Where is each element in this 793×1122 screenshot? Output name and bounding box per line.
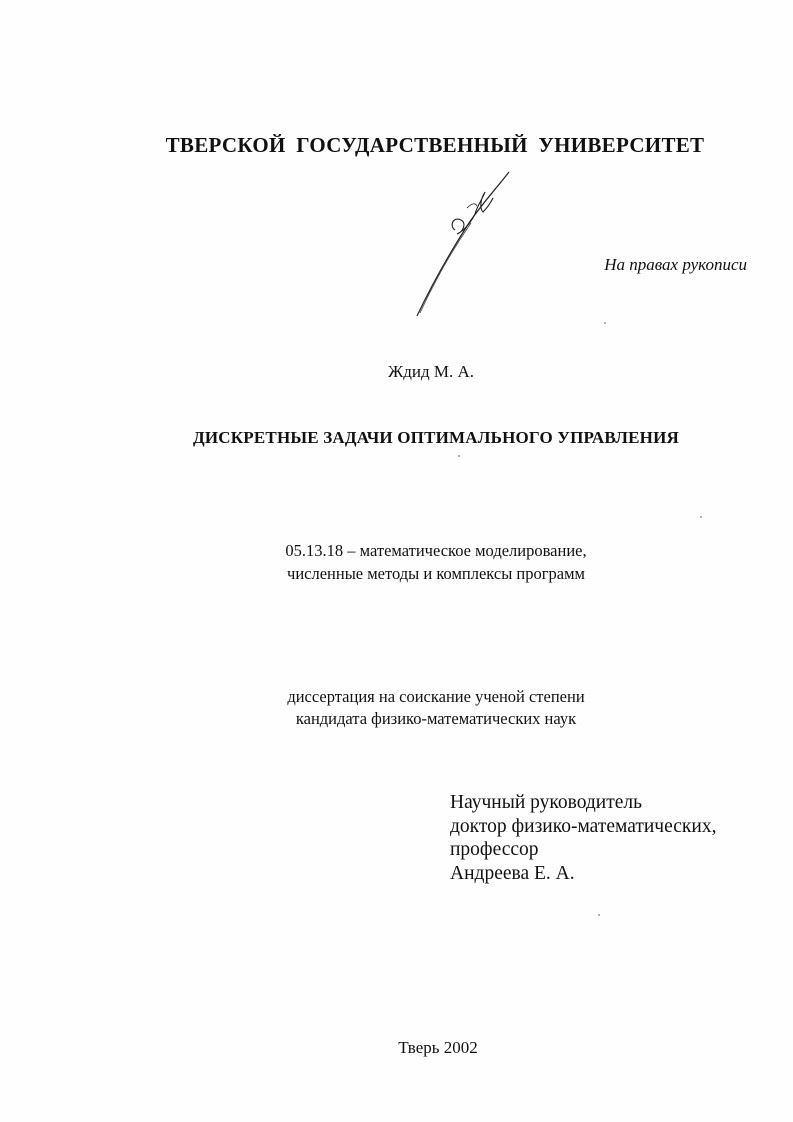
scan-speck (604, 322, 606, 324)
degree-statement (0, 686, 793, 730)
author-name: Ждид М. А. (388, 362, 475, 381)
degree-line-1: диссертация на соискание ученой степени (287, 687, 585, 706)
specialty-line-1: 05.13.18 – математическое моделирование, (285, 541, 587, 560)
scan-speck (700, 516, 702, 518)
city-year: Тверь 2002 (398, 1038, 478, 1057)
supervisor-block (450, 791, 716, 885)
university-name: ТВЕРСКОЙ ГОСУДАРСТВЕННЫЙ УНИВЕРСИТЕТ (165, 133, 705, 157)
dissertation-title: ДИСКРЕТНЫЕ ЗАДАЧИ ОПТИМАЛЬНОГО УПРАВЛЕНИЯ (192, 428, 680, 447)
supervisor-line-1: Научный руководитель (450, 792, 643, 813)
supervisor-line-4: Андреева Е. А. (450, 862, 575, 884)
supervisor-line-2: доктор физико-математических, (450, 815, 717, 837)
scan-speck (598, 914, 600, 916)
degree-line-2: кандидата физико-математических наук (295, 709, 577, 728)
supervisor-line-3: профессор (450, 839, 539, 860)
specialty-line-2: численные методы и комплексы программ (287, 564, 585, 583)
specialty-code (0, 539, 793, 585)
manuscript-note: На правах рукописи (604, 255, 747, 274)
scan-speck (458, 455, 460, 457)
handwritten-signature (405, 168, 525, 323)
